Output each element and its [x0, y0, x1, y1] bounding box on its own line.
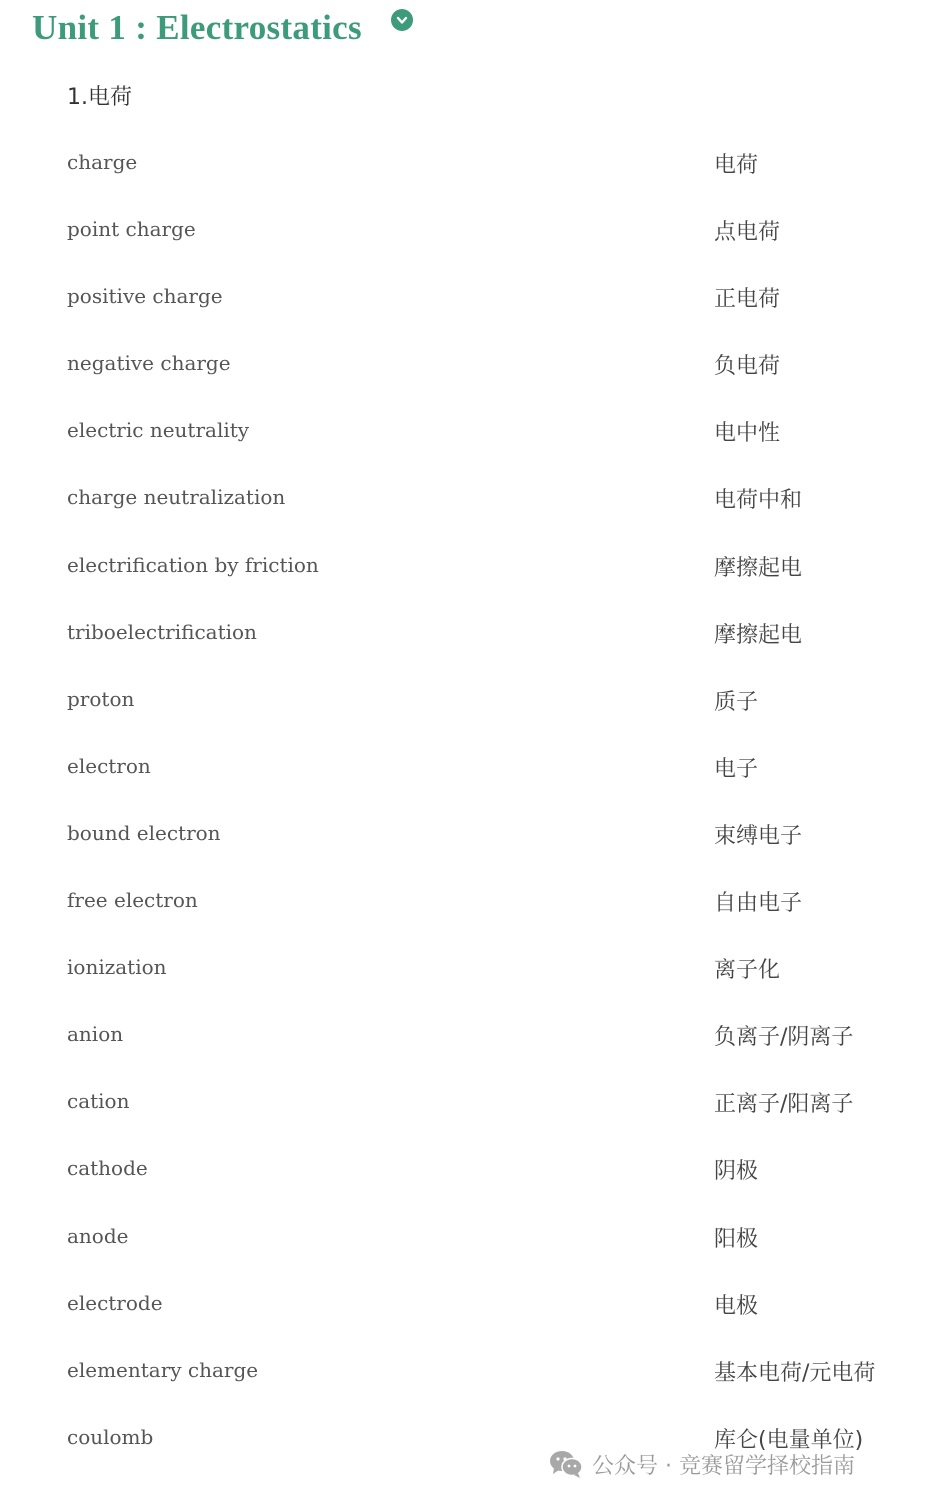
- term-english: point charge: [67, 217, 196, 242]
- vocab-row: [0, 262, 930, 329]
- term-chinese: 正离子/阳离子: [714, 1092, 854, 1118]
- term-english: coulomb: [67, 1424, 154, 1449]
- vocab-row: [0, 1000, 930, 1067]
- vocab-row: [0, 799, 930, 866]
- term-chinese: 阳极: [714, 1226, 759, 1252]
- vocab-row: [0, 463, 930, 530]
- term-chinese: 电子: [714, 756, 759, 782]
- vocab-row: [0, 665, 930, 732]
- term-english: negative charge: [67, 351, 231, 376]
- term-english: electrification by friction: [67, 552, 319, 577]
- term-chinese: 库仑(电量单位): [714, 1427, 864, 1453]
- vocab-row: [0, 1202, 930, 1269]
- term-english: charge: [67, 150, 138, 174]
- term-chinese: 电荷中和: [714, 488, 803, 514]
- wechat-icon: [548, 1449, 584, 1479]
- term-english: electrode: [67, 1290, 163, 1315]
- term-chinese: 基本电荷/元电荷: [714, 1360, 876, 1386]
- term-english: anion: [67, 1022, 124, 1047]
- term-english: anode: [67, 1223, 129, 1248]
- term-english: bound electron: [67, 820, 221, 845]
- vocab-row: [0, 732, 930, 799]
- term-english: free electron: [67, 888, 198, 913]
- vocabulary-list: [0, 128, 930, 1470]
- term-english: triboelectrification: [67, 619, 257, 644]
- vocab-row: [0, 1067, 930, 1134]
- term-english: electron: [67, 753, 151, 778]
- watermark-text: 公众号 · 竞赛留学择校指南: [592, 1453, 855, 1479]
- vocab-row: [0, 396, 930, 463]
- term-chinese: 质子: [714, 689, 759, 715]
- term-english: ionization: [67, 955, 167, 980]
- vocab-row: [0, 128, 930, 195]
- term-chinese: 自由电子: [714, 891, 803, 917]
- term-chinese: 点电荷: [714, 220, 781, 246]
- term-chinese: 离子化: [714, 958, 781, 984]
- vocab-row: [0, 531, 930, 598]
- term-chinese: 电极: [714, 1293, 759, 1319]
- chevron-down-circle-icon[interactable]: [391, 9, 413, 31]
- vocab-row: [0, 933, 930, 1000]
- term-chinese: 负离子/阴离子: [714, 1025, 854, 1051]
- unit-title: Unit 1 : Electrostatics: [32, 8, 362, 47]
- vocab-row: [0, 329, 930, 396]
- term-chinese: 电荷: [714, 153, 759, 178]
- term-chinese: 电中性: [714, 421, 781, 447]
- section-title: 1.电荷: [67, 85, 132, 110]
- chevron-down-icon: [395, 13, 409, 27]
- term-english: charge neutralization: [67, 485, 286, 510]
- vocab-row: [0, 866, 930, 933]
- term-chinese: 负电荷: [714, 354, 781, 380]
- term-chinese: 阴极: [714, 1159, 759, 1185]
- vocab-row: [0, 1336, 930, 1403]
- term-chinese: 束缚电子: [714, 823, 803, 849]
- vocab-row: [0, 195, 930, 262]
- term-english: cation: [67, 1089, 130, 1114]
- unit-header: [32, 8, 362, 48]
- term-chinese: 正电荷: [714, 287, 781, 313]
- term-english: cathode: [67, 1156, 148, 1181]
- term-chinese: 摩擦起电: [714, 555, 803, 581]
- term-chinese: 摩擦起电: [714, 622, 803, 648]
- term-english: electric neutrality: [67, 418, 250, 443]
- term-english: proton: [67, 686, 135, 711]
- vocab-row: [0, 1134, 930, 1201]
- vocab-row: [0, 598, 930, 665]
- term-english: elementary charge: [67, 1357, 259, 1382]
- term-english: positive charge: [67, 284, 223, 309]
- watermark: [548, 1447, 855, 1481]
- vocab-row: [0, 1269, 930, 1336]
